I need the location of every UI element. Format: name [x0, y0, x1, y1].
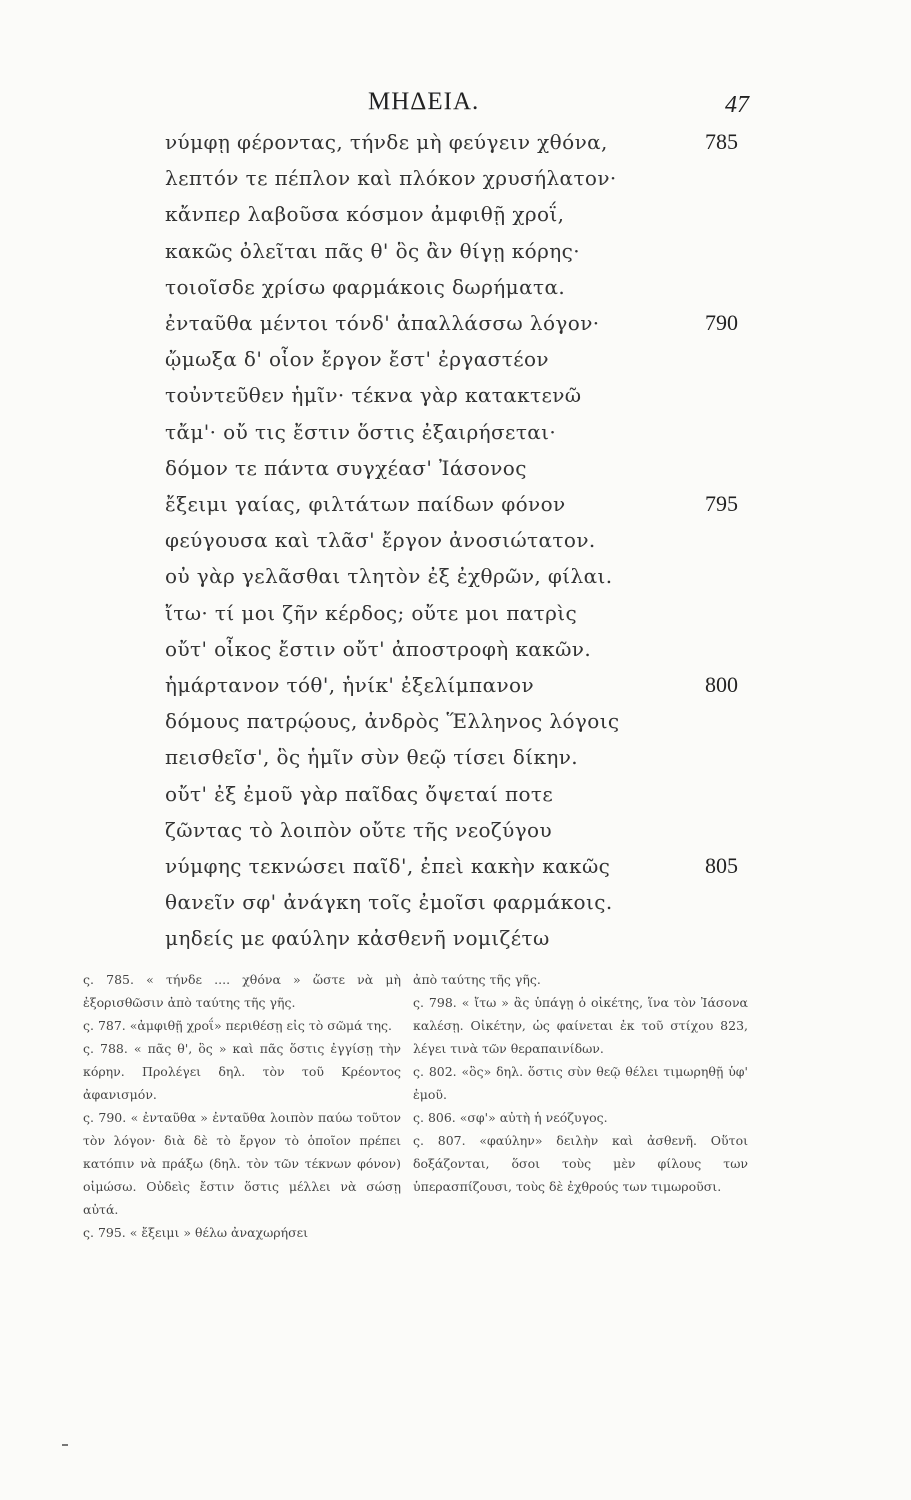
verse-line: τοὐντεῦθεν ἡμῖν· τέκνα γὰρ κατακτενῶ [165, 383, 582, 408]
verse-line: ἡμάρτανον τόθ', ἡνίκ' ἐξελίμπανον [165, 673, 535, 697]
verse-line: φεύγουσα καὶ τλᾶσ' ἔργον ἀνοσιώτατον. [165, 528, 596, 553]
footnote: ς. 790. « ἐνταῦθα » ἐνταῦθα λοιπὸν παύω τοῦτον τὸν λόγον· διὰ δὲ τὸ ἔργον τὸ ὁποῖον πρέπει κατόπιν νὰ πράξω (δηλ. τὸν τῶν τέκνων φόνον) οἰμώσω. Οὐδεὶς ἔστιν ὅστις μέλλει νὰ σώσῃ αὐτά. [83, 1110, 401, 1217]
verse-line: ἐνταῦθα μέντοι τόνδ' ἀπαλλάσσω λόγον· [165, 311, 600, 335]
footnote: ς. 788. « πᾶς θ', ὃς » καὶ πᾶς ὅστις ἐγγίσῃ τὴν κόρην. Προλέγει δηλ. τὸν τοῦ Κρέοντος ἀφανισμόν. [83, 1041, 401, 1102]
page-title: ΜΗΔΕΙΑ. [368, 88, 480, 115]
verse-line: τἄμ'· οὔ τις ἔστιν ὅστις ἐξαιρήσεται· [165, 419, 557, 444]
verse-line: λεπτόν τε πέπλον καὶ πλόκον χρυσήλατον· [165, 166, 617, 191]
verse-line: οὔτ' οἶκος ἔστιν οὔτ' ἀποστροφὴ κακῶν. [165, 636, 592, 661]
footnote: ς. 798. « ἴτω » ἂς ὑπάγῃ ὁ οἰκέτης, ἵνα τὸν Ἰάσονα καλέσῃ. Οἰκέτην, ὡς φαίνεται ἐκ τοῦ στίχου 823, λέγει τινὰ τῶν θεραπαινίδων. [413, 995, 748, 1056]
line-number: 795 [705, 491, 738, 516]
footnote: ς. 806. «σφ'» αὐτὴ ἡ νεόζυγος. [413, 1110, 608, 1125]
footnote: ς. 787. «ἀμφιθῇ χροΐ» περιθέσῃ εἰς τὸ σῶμά της. [83, 1018, 392, 1033]
line-number: 790 [705, 310, 738, 335]
footnote: ς. 802. «ὃς» δηλ. ὅστις σὺν θεῷ θέλει τιμωρηθῇ ὑφ' ἐμοῦ. [413, 1064, 748, 1102]
verse-line: κακῶς ὀλεῖται πᾶς θ' ὃς ἂν θίγῃ κόρης· [165, 238, 581, 263]
verse-line: νύμφῃ φέροντας, τήνδε μὴ φεύγειν χθόνα, [165, 130, 608, 154]
verse-line: ἔξειμι γαίας, φιλτάτων παίδων φόνον [165, 492, 566, 516]
verse-line: θανεῖν σφ' ἀνάγκη τοῖς ἐμοῖσι φαρμάκοις. [165, 890, 613, 915]
footnotes-left-column [83, 968, 401, 1244]
verse-line: μηδείς με φαύλην κἀσθενῆ νομιζέτω [165, 926, 550, 951]
footnote: ς. 807. «φαύλην» δειλὴν καὶ ἀσθενῆ. Οὕτοι δοξάζονται, ὅσοι τοὺς μὲν φίλους των ὑπερασπίζουσι, τοὺς δὲ ἐχθρούς των τιμωροῦσι. [413, 1133, 748, 1194]
line-number: 785 [705, 129, 738, 154]
margin-mark [62, 1444, 68, 1446]
line-number: 805 [705, 853, 738, 878]
verse-line: ἴτω· τί μοι ζῆν κέρδος; οὔτε μοι πατρὶς [165, 600, 578, 625]
verse-line: τοιοῖσδε χρίσω φαρμάκοις δωρήματα. [165, 274, 566, 299]
verse-line: οὐ γὰρ γελᾶσθαι τλητὸν ἐξ ἐχθρῶν, φίλαι. [165, 564, 613, 589]
verse-line: κἄνπερ λαβοῦσα κόσμον ἀμφιθῇ χροΐ, [165, 202, 565, 227]
footnote: ἀπὸ ταύτης τῆς γῆς. [413, 972, 541, 987]
verse-line: ᾤμωξα δ' οἷον ἔργον ἔστ' ἐργαστέον [165, 347, 549, 372]
verse-line: ζῶντας τὸ λοιπὸν οὔτε τῆς νεοζύγου [165, 817, 553, 842]
footnotes-right-column [413, 968, 748, 1198]
line-number: 800 [705, 672, 738, 697]
verse-line: νύμφης τεκνώσει παῖδ', ἐπεὶ κακὴν κακῶς [165, 854, 611, 878]
verse-line: δόμους πατρῴους, ἀνδρὸς Ἕλληνος λόγοις [165, 709, 620, 734]
footnote: ς. 785. « τήνδε .... χθόνα » ὥστε νὰ μὴ ἐξορισθῶσιν ἀπὸ ταύτης τῆς γῆς. [83, 972, 401, 1010]
page-number: 47 [725, 92, 749, 118]
verse-line: δόμον τε πάντα συγχέασ' Ἰάσονος [165, 455, 527, 480]
footnote: ς. 795. « ἔξειμι » θέλω ἀναχωρήσει [83, 1225, 309, 1240]
verse-line: πεισθεῖσ', ὃς ἡμῖν σὺν θεῷ τίσει δίκην. [165, 745, 579, 770]
verse-line: οὔτ' ἐξ ἐμοῦ γὰρ παῖδας ὄψεταί ποτε [165, 781, 554, 806]
